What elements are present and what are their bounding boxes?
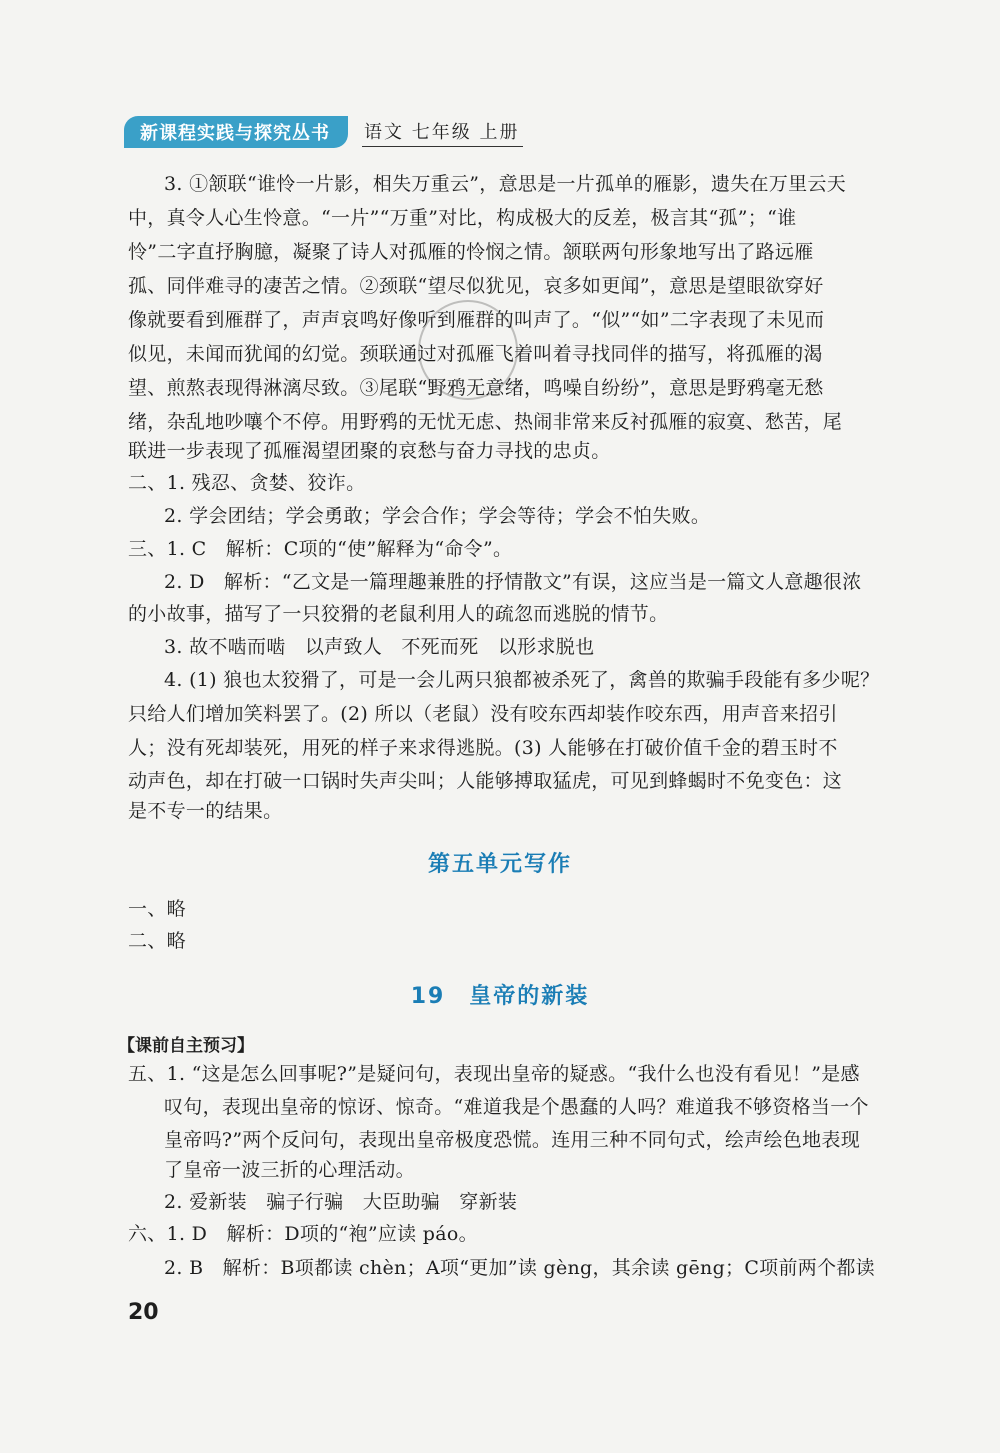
series-title: 新课程实践与探究丛书: [124, 116, 348, 148]
text-line: 3. 故不啮而啮 以声致人 不死而死 以形求脱也: [164, 636, 595, 658]
text-line: 孤、同伴难寻的凄苦之情。②颈联“望尽似犹见，哀多如更闻”，意思是望眼欲穿好: [128, 275, 824, 297]
text-line: 人；没有死却装死，用死的样子来求得逃脱。(3) 人能够在打破价值千金的碧玉时不: [128, 737, 838, 759]
text-line: 动声色，却在打破一口锅时失声尖叫；人能够搏取猛虎，可见到蜂蝎时不免变色：这: [128, 770, 843, 792]
text-line: 二、1. 残忍、贪婪、狡诈。: [128, 472, 366, 494]
text-line: 六、1. D 解析：D项的“袍”应读 páo。: [128, 1223, 478, 1245]
text-line: 只给人们增加笑料罢了。(2) 所以（老鼠）没有咬东西却装作咬东西，用声音来招引: [128, 703, 838, 725]
text-line: 绪，杂乱地吵嚷个不停。用野鸦的无忧无虑、热闹非常来反衬孤雁的寂寞、愁苦，尾: [128, 411, 843, 433]
text-line: 二、略: [128, 930, 186, 952]
page-header: [124, 118, 523, 146]
text-line: 2. 学会团结；学会勇敢；学会合作；学会等待；学会不怕失败。: [164, 505, 711, 527]
page-number: 20: [128, 1300, 159, 1325]
text-line: 3. ①颔联“谁怜一片影，相失万重云”，意思是一片孤单的雁影，遗失在万里云天: [164, 173, 846, 195]
subject-title: 语文 七年级 上册: [362, 118, 523, 147]
text-line: 一、略: [128, 898, 186, 920]
text-line: 4. (1) 狼也太狡猾了，可是一会儿两只狼都被杀死了，禽兽的欺骗手段能有多少呢？: [164, 669, 880, 691]
section-title-unit-writing: 第五单元写作: [427, 852, 572, 877]
subsection-title: 【课前自主预习】: [118, 1036, 254, 1056]
section-title-lesson: 19 皇帝的新装: [410, 984, 590, 1009]
text-line: 联进一步表现了孤雁渴望团聚的哀愁与奋力寻找的忠贞。: [128, 440, 611, 462]
text-line: 了皇帝一波三折的心理活动。: [164, 1159, 415, 1181]
text-line: 中，真令人心生怜意。“一片”“万重”对比，构成极大的反差，极言其“孤”；“谁: [128, 207, 797, 229]
text-line: 望、煎熬表现得淋漓尽致。③尾联“野鸦无意绪，鸣噪自纷纷”，意思是野鸦毫无愁: [128, 377, 824, 399]
text-line: 是不专一的结果。: [128, 800, 283, 822]
text-line: 像就要看到雁群了，声声哀鸣好像听到雁群的叫声了。“似”“如”二字表现了未见而: [128, 309, 825, 331]
text-line: 的小故事，描写了一只狡猾的老鼠利用人的疏忽而逃脱的情节。: [128, 603, 669, 625]
text-line: 三、1. C 解析：C项的“使”解释为“命令”。: [128, 538, 513, 560]
text-line: 似见，未闻而犹闻的幻觉。颈联通过对孤雁飞着叫着寻找同伴的描写，将孤雁的渴: [128, 343, 823, 365]
text-line: 2. B 解析：B项都读 chèn；A项“更加”读 gèng，其余读 gēng；C项前两个都读: [164, 1257, 875, 1279]
text-line: 五、1. “这是怎么回事呢?”是疑问句，表现出皇帝的疑惑。“我什么也没有看见！”是感: [128, 1063, 860, 1085]
text-line: 叹句，表现出皇帝的惊讶、惊奇。“难道我是个愚蠢的人吗？难道我不够资格当一个: [164, 1096, 869, 1118]
text-line: 2. D 解析：“乙文是一篇理趣兼胜的抒情散文”有误，这应当是一篇文人意趣很浓: [164, 571, 862, 593]
text-line: 皇帝吗?”两个反问句，表现出皇帝极度恐慌。连用三种不同句式，绘声绘色地表现: [164, 1129, 861, 1151]
text-line: 怜”二字直抒胸臆，凝聚了诗人对孤雁的怜悯之情。颔联两句形象地写出了路远雁: [128, 241, 814, 263]
text-line: 2. 爱新装 骗子行骗 大臣助骗 穿新装: [164, 1191, 518, 1213]
